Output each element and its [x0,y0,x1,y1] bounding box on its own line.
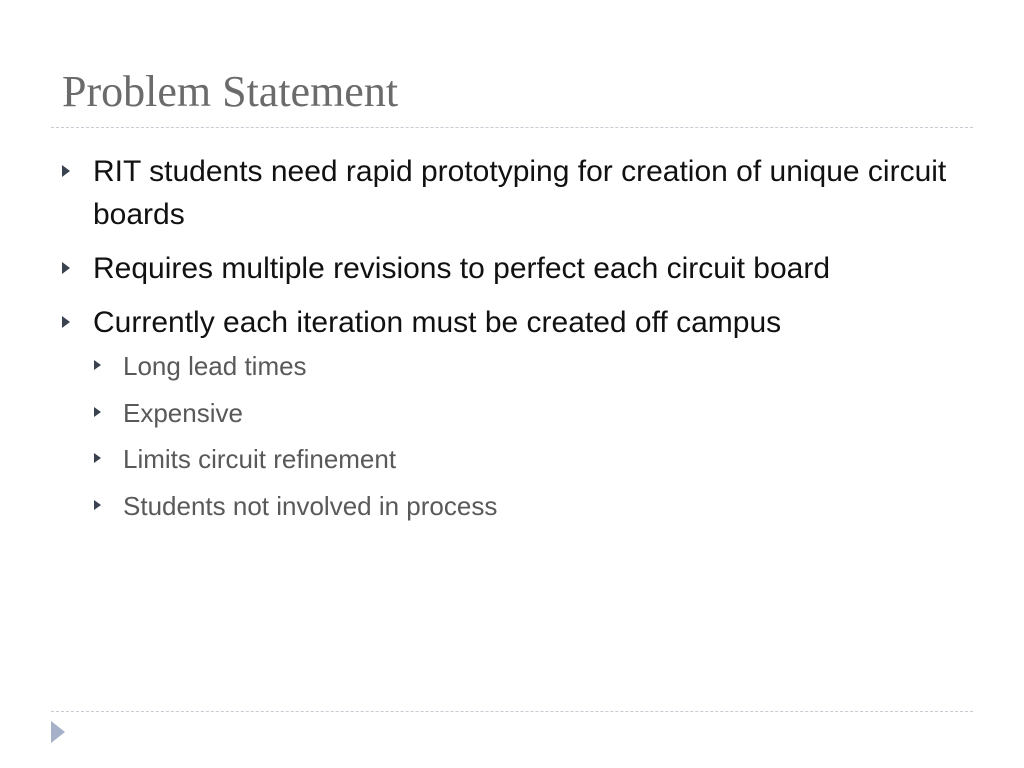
sub-bullet-arrow-icon [94,500,101,510]
bullet-item [62,247,962,290]
sub-bullet-item [93,441,962,477]
sub-bullet-arrow-icon [94,407,101,417]
bullet-text: Requires multiple revisions to perfect each circuit board [93,252,831,285]
bullet-text: RIT students need rapid prototyping for creation of unique circuit boards [93,155,947,231]
bullet-arrow-icon [62,262,70,274]
sub-bullet-text: Long lead times [123,351,307,381]
sub-bullet-list [93,348,962,524]
sub-bullet-arrow-icon [94,360,101,370]
bullet-arrow-icon [62,165,70,177]
sub-bullet-text: Expensive [123,397,243,428]
sub-bullet-item [93,395,962,431]
sub-bullet-item [93,488,962,524]
bullet-item [62,150,962,236]
sub-bullet-text: Limits circuit refinement [123,444,397,474]
bullet-list [62,150,962,535]
footer-divider [51,711,973,712]
slide-title: Problem Statement [62,67,399,116]
sub-bullet-text: Students not involved in process [123,490,498,521]
bullet-arrow-icon [62,316,70,328]
sub-bullet-arrow-icon [94,453,101,463]
title-divider [51,127,973,128]
bullet-text: Currently each iteration must be created off campus [93,306,782,339]
sub-bullet-item [93,348,962,384]
corner-arrow-icon [51,721,65,743]
bullet-item [62,301,962,524]
